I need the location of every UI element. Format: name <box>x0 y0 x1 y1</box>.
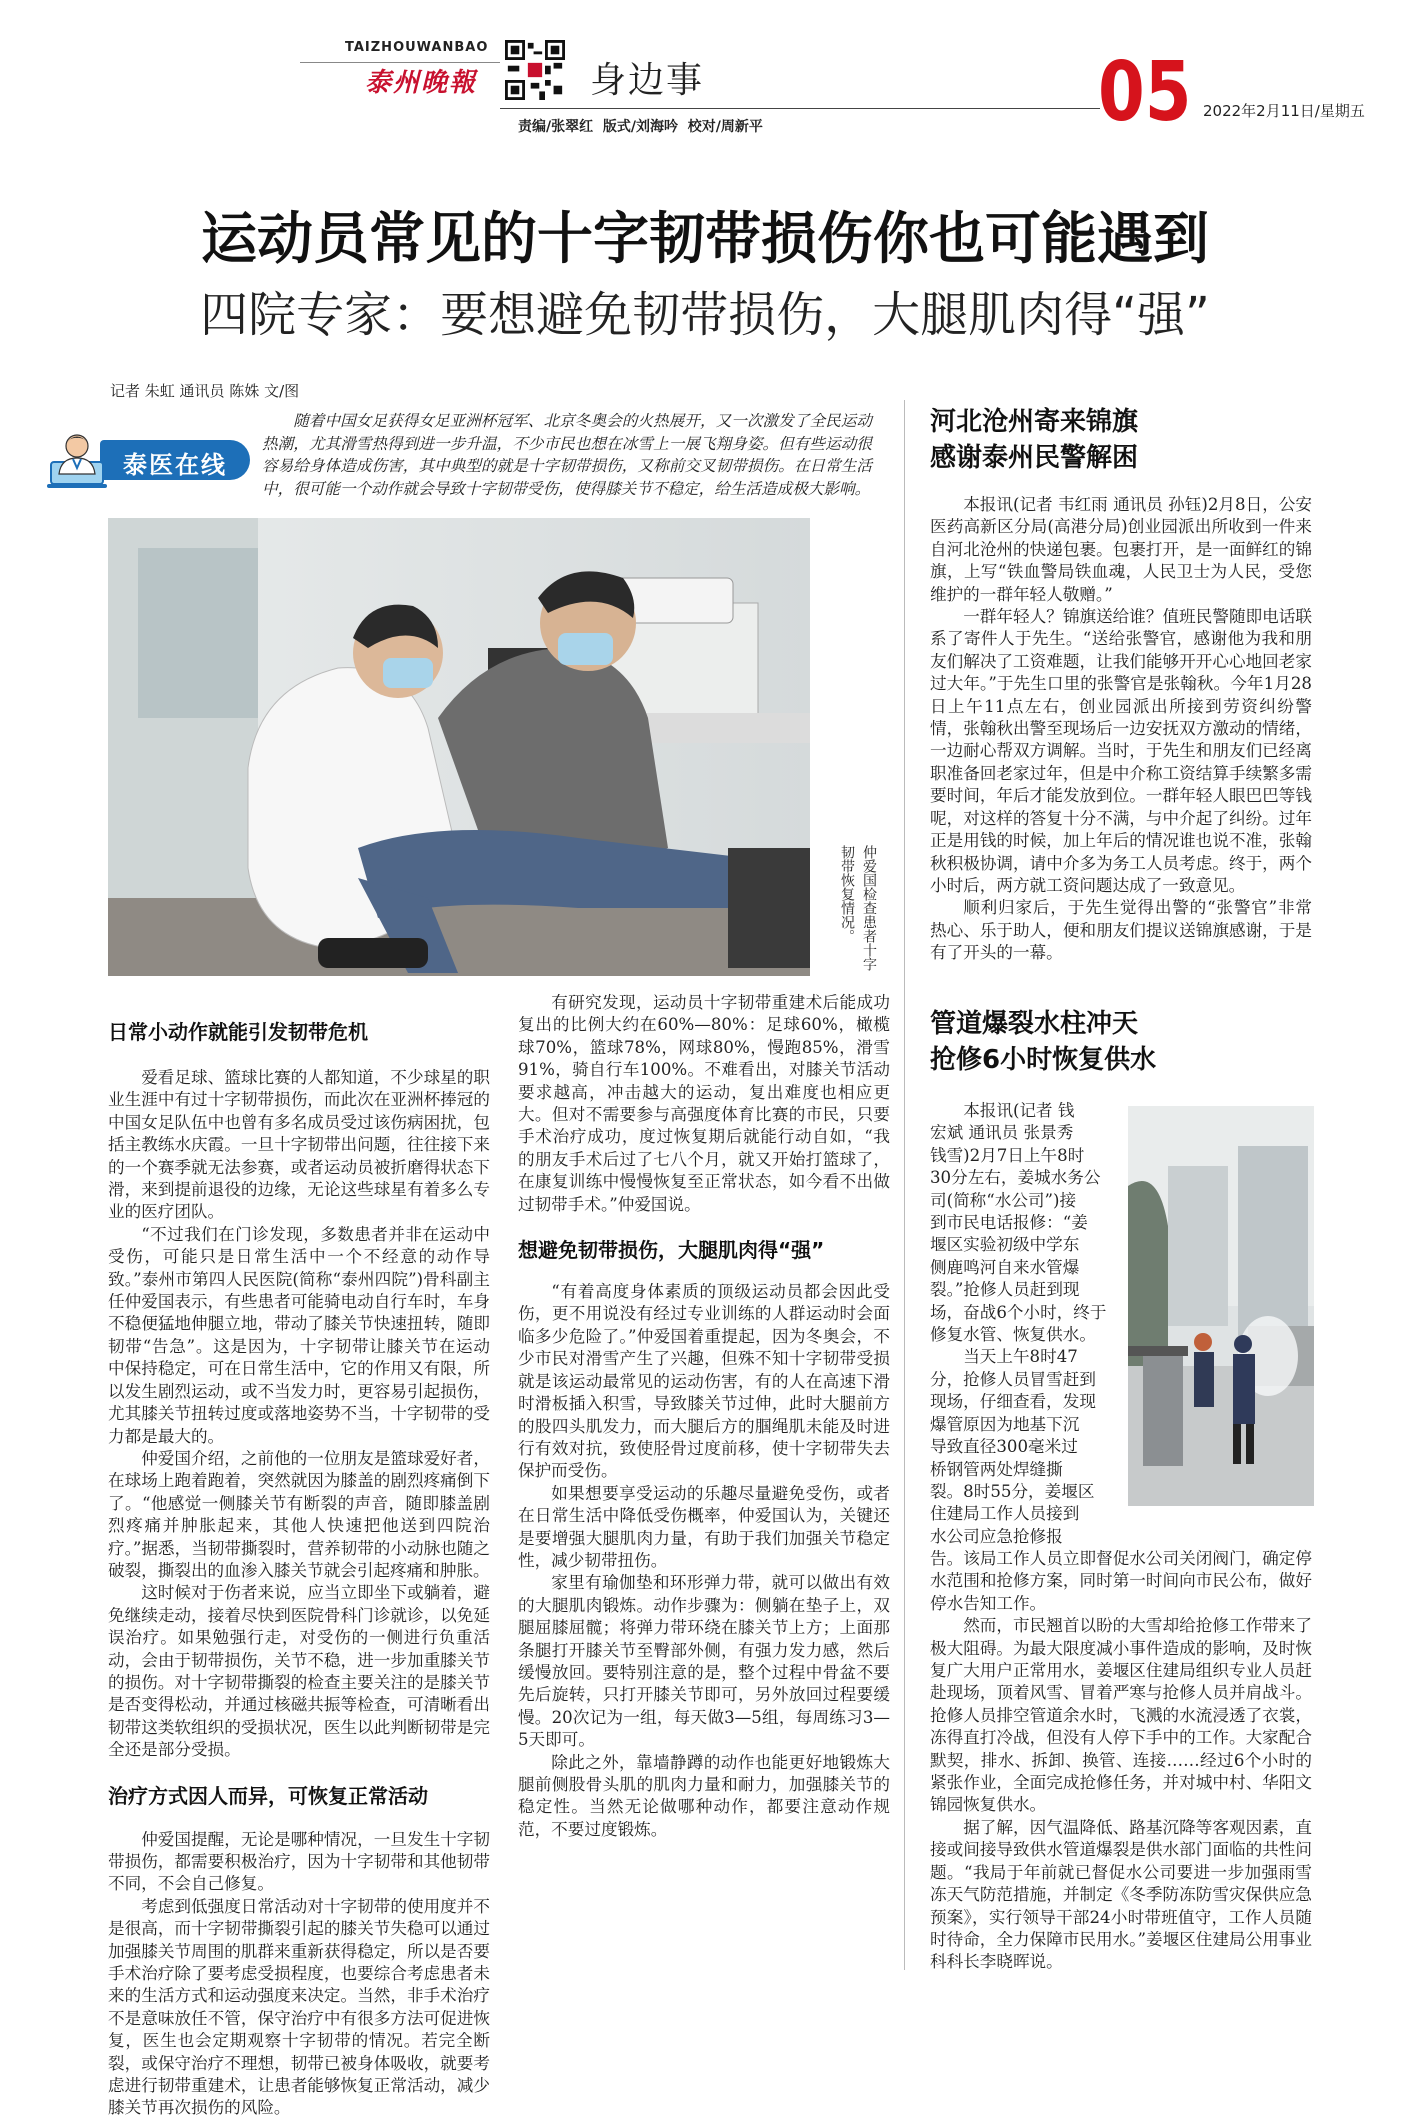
side2-lead-column <box>930 1100 1120 1548</box>
side2-lead-line: 侧鹿鸣河自来水管爆 <box>930 1257 1080 1277</box>
page-credits: 责编/张翠红 版式/刘海吟 校对/周新平 <box>518 119 763 135</box>
newspaper-logo: 泰州晚報 <box>365 68 478 98</box>
side1-title-line2: 感谢泰州民警解困 <box>930 443 1139 473</box>
side1-paragraph: 一群年轻人？锦旗送给谁？值班民警随即电话联系了寄件人于先生。“送给张警官，感谢他为我和朋友们解决了工资难题，让我们能够开开心心地回老家过大年。”于先生口里的张警官是张翰秋。今年1月28日上午11点左右，创业园派出所接到劳资纠纷警情，张翰秋出警至现场后一边安抚双方激动的情绪，一边耐心帮双方调解。当时，于先生和朋友们已经离职准备回老家过年，但是中介称工资结算手续繁多需要时间，年后才能发放到位。一群年轻人眼巴巴等钱呢，对这样的答复十分不满，与中介起了纠纷。过年正是用钱的时候，加上年后的情况谁也说不准，张翰秋积极协调，请中介多为务工人员考虑。终于，两个小时后，两方就工资问题达成了一致意见。 <box>930 607 1312 895</box>
doctor-examining-patient-image <box>108 518 810 976</box>
side2-title-line1: 管道爆裂水柱冲天 <box>930 1009 1139 1039</box>
byline: 记者 朱虹 通讯员 陈姝 文/图 <box>110 382 300 400</box>
side2-lead-line: 到市民电话报修：“姜 <box>930 1213 1088 1233</box>
section1-paragraph: 这时候对于伤者来说，应当立即坐下或躺着，避免继续走动，接着尽快到医院骨科门诊就诊，以免延误治疗。如果勉强行走，对受伤的一侧进行负重活动，会由于韧带损伤，关节不稳，进一步加重膝关节的损伤。对十字韧带撕裂的检查主要关注的是膝关节是否变得松动，并通过核磁共振等检查，可清晰看出韧带这类软组织的受损状况，医生以此判断韧带是完全还是部分受损。 <box>108 1583 490 1760</box>
side2-lead-line: 30分左右，姜城水务公 <box>930 1168 1101 1188</box>
pipe-repair-photo <box>1128 1106 1314 1506</box>
side2-lead-line: 司(简称“水公司”)接 <box>930 1190 1077 1210</box>
side2-lead-line: 宏斌 通讯员 张景秀 <box>930 1123 1074 1143</box>
side-article-1 <box>930 404 1312 965</box>
section-heading-3: 想避免韧带损伤，大腿肌肉得“强” <box>518 1238 825 1263</box>
side2-body <box>930 1548 1312 1974</box>
section-title: 身边事 <box>590 60 705 101</box>
side2-lead-line: 本报讯(记者 钱 <box>963 1101 1075 1120</box>
main-subheadline: 四院专家：要想避免韧带损伤，大腿肌肉得“强” <box>200 287 1210 343</box>
section1-paragraph: “不过我们在门诊发现，多数患者并非在运动中受伤，可能只是日常生活中一个不经意的动作导致。”泰州市第四人民医院(简称“泰州四院”)骨科副主任仲爱国表示，有些患者可能骑电动自行车时，车身不稳便猛地伸腿立地，带动了膝关节快速扭转，随即韧带“告急”。这是因为，十字韧带让膝关节在运动中保持稳定，可在日常生活中，它的作用又有限，所以发生剧烈运动，或不当发力时，更容易引起损伤，尤其膝关节扭转过度或落地姿势不当，十字韧带的受力都是最大的。 <box>108 1224 490 1446</box>
side1-paragraph: 本报讯(记者 韦红雨 通讯员 孙钰)2月8日，公安医药高新区分局(高港分局)创业园派出所收到一件来自河北沧州的快递包裹。包裹打开，是一面鲜红的锦旗，上写“铁血警局铁血魂，人民卫士为人民，受您维护的一群年轻人敬赠。” <box>930 495 1312 604</box>
photo-caption-text: 仲爱国检查患者十字韧带恢复情况。 <box>839 845 877 971</box>
side2-lead-line: 分，抢修人员冒雪赶到 <box>930 1369 1096 1389</box>
side2-paragraph: 据了解，因气温降低、路基沉降等客观因素，直接或间接导致供水管道爆裂是供水部门面临的共性问题。“我局于年前就已督促水公司要进一步加强雨雪冻天气防范措施，并制定《冬季防冻防雪灾保供应急预案》，实行领导干部24小时带班值守，工作人员随时待命，全力保障市民用水。”姜堰区住建局公用事业科科长李晓晖说。 <box>930 1817 1312 1972</box>
side2-lead-line: 爆管原因为地基下沉 <box>930 1414 1080 1434</box>
page-number: 05 <box>1098 45 1192 140</box>
column-badge-label: 泰医在线 <box>123 451 227 479</box>
section3-paragraph: 如果想要享受运动的乐趣尽量避免受伤，或者在日常生活中降低受伤概率，仲爱国认为，关键还是要增强大腿肌肉力量，有助于我们加强关节稳定性，减少韧带扭伤。 <box>518 1483 890 1570</box>
section2-paragraph: 考虑到低强度日常活动对十字韧带的使用度并不是很高，而十字韧带撕裂引起的膝关节失稳可以通过加强膝关节周围的肌群来重新获得稳定，所以是否要手术治疗除了要考虑受损程度，也要综合考虑患者未来的生活方式和运动强度来决定。当然，非手术治疗不是意味放任不管，保守治疗中有很多方法可促进恢复，医生也会定期观察十字韧带的情况。若完全断裂，或保守治疗不理想，韧带已被身体吸收，就要考虑进行韧带重建术，让患者能够恢复正常活动，减少膝关节再次损伤的风险。 <box>108 1896 490 2118</box>
section1-paragraph: 爱看足球、篮球比赛的人都知道，不少球星的职业生涯中有过十字韧带损伤，而此次在亚洲杯捧冠的中国女足队伍中也曾有多名成员受过该伤病困扰，包括主教练水庆霞。一旦十字韧带出问题，往往接下来的一个赛季就无法参赛，或者运动员被折磨得状态下滑，来到提前退役的边缘，无论这些球星有着多么专业的医疗团队。 <box>108 1068 490 1222</box>
photo-caption <box>818 845 880 975</box>
section3-paragraph: 家里有瑜伽垫和环形弹力带，就可以做出有效的大腿肌肉锻炼。动作步骤为：侧躺在垫子上，双腿屈膝屈髋；将弹力带环绕在膝关节上方；上面那条腿打开膝关节至臀部外侧，有强力发力感，然后缓慢放回。要特别注意的是，整个过程中骨盆不要先后旋转，只打开膝关节即可，另外放回过程要缓慢。20次记为一组，每天做3—5组，每周练习3—5天即可。 <box>518 1573 890 1750</box>
side2-lead-line: 水公司应急抢修报 <box>930 1526 1063 1546</box>
masthead-pinyin: TAIZHOUWANBAO <box>345 40 489 55</box>
lead-text: 随着中国女足获得女足亚洲杯冠军、北京冬奥会的火热展开，又一次激发了全民运动热潮，尤其滑雪热得到进一步升温，不少市民也想在冰雪上一展飞翔身姿。但有些运动很容易给身体造成伤害，其中典型的就是十字韧带损伤，又称前交叉韧带损伤。在日常生活中，很可能一个动作就会导致十字韧带受伤，使得膝关节不稳定，给生活造成极大影响。 <box>262 412 872 498</box>
section3-paragraph: 除此之外，靠墙静蹲的动作也能更好地锻炼大腿前侧股骨头肌的肌肉力量和耐力，加强膝关节的稳定性。当然无论做哪种动作，都要注意动作规范，不要过度锻炼。 <box>518 1752 890 1839</box>
section2-paragraph: 有研究发现，运动员十字韧带重建术后能成功复出的比例大约在60%—80%：足球60%，橄榄球70%，篮球78%，网球80%，慢跑85%，滑雪91%，骑自行车100%。不难看出，对膝关节活动要求越高，冲击越大的运动，复出难度也相应更大。但对不需要参与高强度体育比赛的市民，只要手术治疗成功，度过恢复期后就能行动自如，“我的朋友手术后过了七八个月，就又开始打篮球了，在康复训练中慢慢恢复至正常状态，如今看不出做过韧带手术。”仲爱国说。 <box>518 993 890 1214</box>
side2-lead-line: 堰区实验初级中学东 <box>930 1235 1080 1255</box>
side2-title-line2: 抢修6小时恢复供水 <box>930 1045 1157 1075</box>
side2-lead-line: 住建局工作人员接到 <box>930 1504 1080 1524</box>
side2-paragraph: 然而，市民翘首以盼的大雪却给抢修工作带来了极大阻碍。为最大限度减小事件造成的影响，及时恢复广大用户正常用水，姜堰区住建局组织专业人员赶赴现场，顶着风雪、冒着严寒与抢修人员并肩战斗。抢修人员排空管道余水时，飞溅的水流浸透了衣裳，冻得直打冷战，但没有人停下手中的工作。大家配合默契，排水、拆卸、换管、连接……经过6个小时的紧张作业，全面完成抢修任务，并对城中村、华阳文锦园恢复供水。 <box>930 1616 1312 1815</box>
main-col-1 <box>108 1016 490 2120</box>
side2-lead-line: 裂。”抢修人员赶到现 <box>930 1280 1080 1300</box>
doctor-laptop-icon <box>45 428 109 492</box>
side2-lead-line: 当天上午8时47 <box>963 1347 1078 1367</box>
side2-lead-line: 修复水管、恢复供水。 <box>930 1325 1096 1345</box>
side-article-2 <box>930 1006 1312 1078</box>
snowy-repair-scene-image <box>1128 1106 1314 1506</box>
side2-lead-line: 桥钢管两处焊缝撕 <box>930 1459 1063 1479</box>
section-heading-2: 治疗方式因人而异，可恢复正常活动 <box>108 1783 428 1808</box>
section3-paragraph: “有着高度身体素质的顶级运动员都会因此受伤，更不用说没有经过专业训练的人群运动时会面临多少危险了。”仲爱国着重提起，因为冬奥会，不少市民对滑雪产生了兴趣，但殊不知十字韧带受损就是该运动最常见的运动伤害，有的人在高速下滑时滑板插入积雪，导致膝关节过伸，此时大腿前方的股四头肌发力，而大腿后方的腘绳肌未能及时进行有效对抗，致使胫骨过度前移，使十字韧带失去保护而受伤。 <box>518 1282 890 1481</box>
section1-paragraph: 仲爱国介绍，之前他的一位朋友是篮球爱好者，在球场上跑着跑着，突然就因为膝盖的剧烈疼痛倒下了。“他感觉一侧膝关节有断裂的声音，随即膝盖剧烈疼痛并肿胀起来，其他人快速把他送到四院治疗。”据悉，当韧带撕裂时，营养韧带的小动脉也随之破裂，撕裂出的血渗入膝关节就会引起疼痛和肿胀。 <box>108 1448 490 1580</box>
main-col-2 <box>518 992 890 1841</box>
side2-lead-line: 场，奋战6个小时，终于 <box>930 1302 1107 1322</box>
side2-lead-line: 现场，仔细查看，发现 <box>930 1392 1096 1412</box>
lead-paragraph <box>262 410 872 500</box>
main-photo <box>108 518 810 976</box>
main-headline: 运动员常见的十字韧带损伤你也可能遇到 <box>201 207 1209 272</box>
section-heading-1: 日常小动作就能引发韧带危机 <box>108 1020 368 1044</box>
masthead-rule-long <box>500 108 1100 109</box>
side1-title-line1: 河北沧州寄来锦旗 <box>930 407 1139 437</box>
side2-paragraph: 告。该局工作人员立即督促水公司关闭阀门，确定停水范围和抢修方案，同时第一时间向市民公布，做好停水告知工作。 <box>930 1549 1312 1613</box>
issue-date: 2022年2月11日/星期五 <box>1203 102 1365 120</box>
qr-code-icon <box>505 40 565 100</box>
side2-lead-line: 裂。8时55分，姜堰区 <box>930 1481 1095 1501</box>
column-badge <box>45 428 255 492</box>
side1-paragraph: 顺利归家后，于先生觉得出警的“张警官”非常热心、乐于助人，便和朋友们提议送锦旗感谢，于是有了开头的一幕。 <box>930 898 1312 963</box>
side2-lead-line: 钱雪)2月7日上午8时 <box>930 1145 1085 1165</box>
side2-lead-line: 导致直径300毫米过 <box>930 1437 1078 1457</box>
column-divider <box>904 400 905 1970</box>
section2-paragraph: 仲爱国提醒，无论是哪种情况，一旦发生十字韧带损伤，都需要积极治疗，因为十字韧带和其他韧带不同，不会自己修复。 <box>108 1829 490 1894</box>
